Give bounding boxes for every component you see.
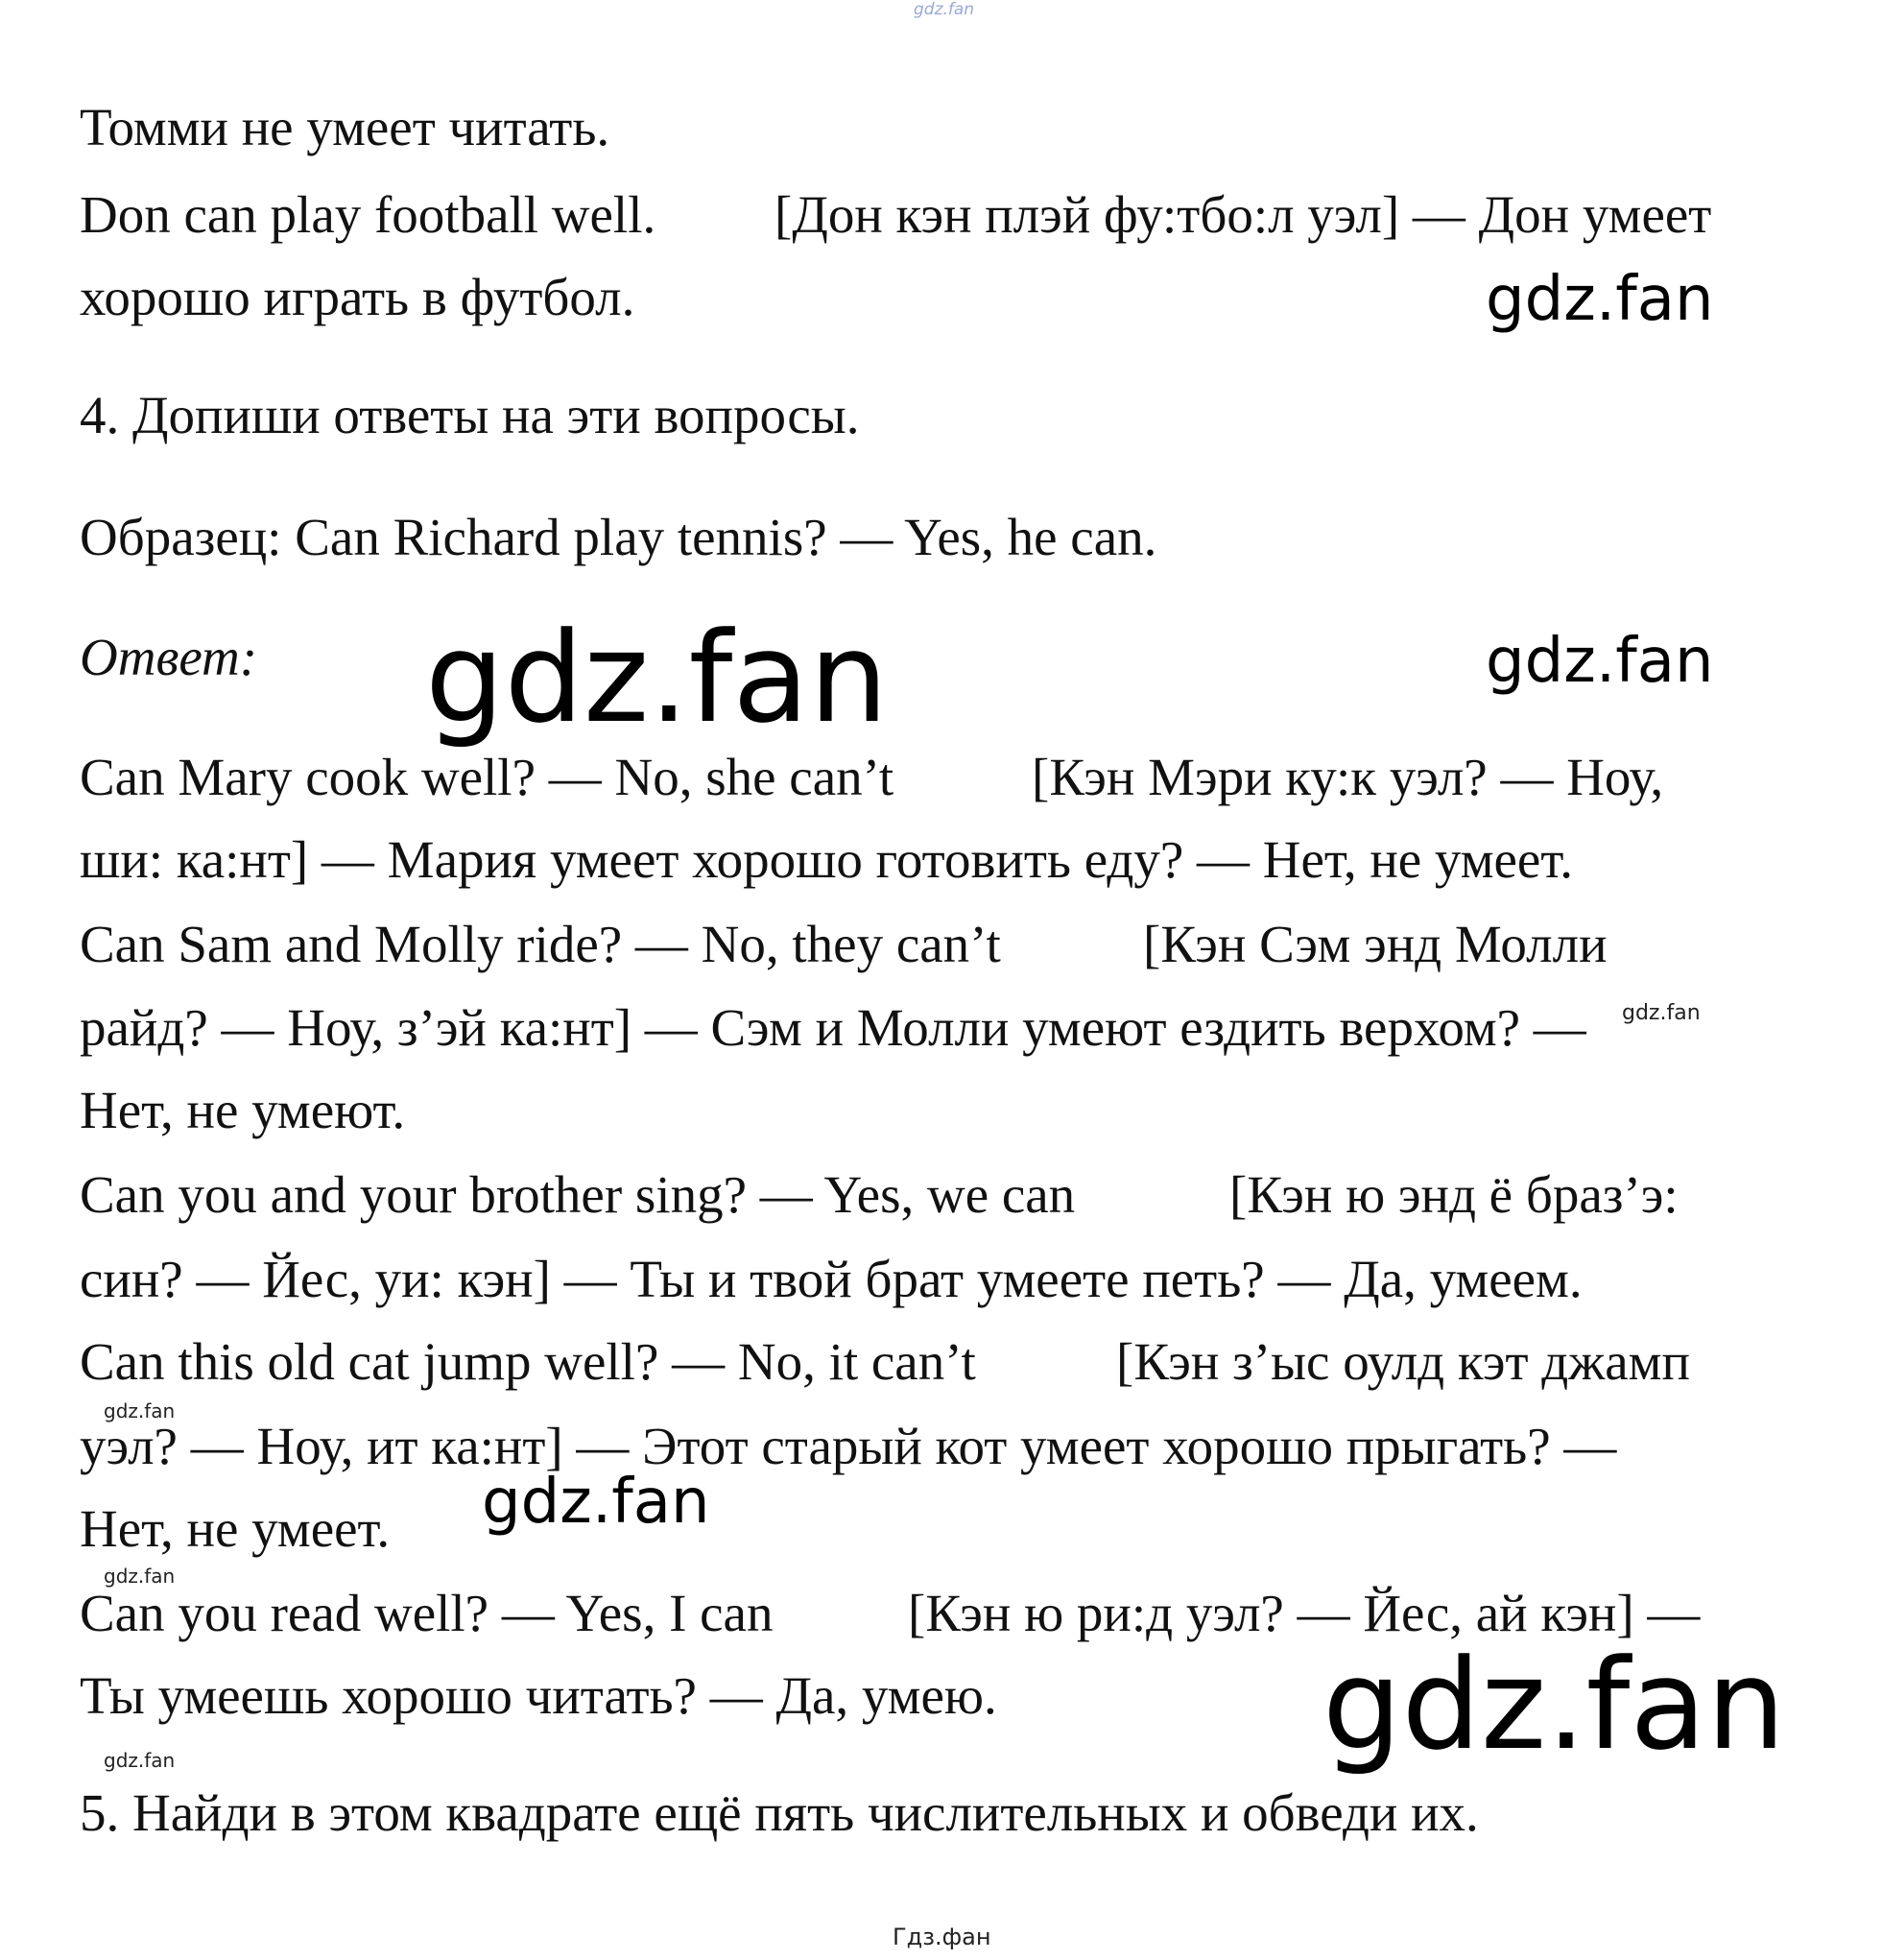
answer-line: син? — Йес, уи: кэн] — Ты и твой брат умеете петь? — Да, умеем. xyxy=(80,1250,1583,1308)
answer-line: Ты умеешь хорошо читать? — Да, умею. xyxy=(80,1666,997,1725)
answer-line: Can you and your brother sing? — Yes, we can xyxy=(80,1165,1076,1224)
task-heading: 5. Найди в этом квадрате ещё пять числительных и обведи их. xyxy=(80,1783,1479,1842)
answer-line: Can Sam and Molly ride? — No, they can’t xyxy=(80,915,1001,973)
watermark-small: gdz.fan xyxy=(1622,1001,1701,1025)
answer-transcription: [Кэн ю энд ё браз’э: xyxy=(1229,1165,1679,1224)
answer-transcription: [Кэн Сэм энд Молли xyxy=(1143,915,1608,973)
watermark-small: gdz.fan xyxy=(104,1399,176,1422)
answer-transcription: [Кэн ю ри:д уэл? — Йес, ай кэн] — xyxy=(908,1584,1701,1642)
answer-line: райд? — Ноу, з’эй ка:нт] — Сэм и Молли умеют ездить верхом? — xyxy=(80,998,1586,1057)
example-line: Образец: Can Richard play tennis? — Yes, he can. xyxy=(80,508,1157,566)
text-line: хорошо играть в футбол. xyxy=(80,268,635,326)
answer-transcription: [Кэн з’ыс оулд кэт джамп xyxy=(1116,1332,1690,1391)
watermark: gdz.fan xyxy=(1486,264,1714,335)
task-heading: 4. Допиши ответы на эти вопросы. xyxy=(80,386,860,444)
watermark-small: gdz.fan xyxy=(104,1565,176,1588)
answer-line: Can you read well? — Yes, I can xyxy=(80,1584,774,1642)
watermark-large: gdz.fan xyxy=(1322,1632,1786,1778)
answer-line: ши: ка:нт] — Мария умеет хорошо готовить еду? — Нет, не умеет. xyxy=(80,830,1573,889)
watermark-small: gdz.fan xyxy=(104,1749,176,1772)
answer-line: Нет, не умеет. xyxy=(80,1499,391,1558)
footer-watermark: Гдз.фан xyxy=(893,1924,991,1950)
watermark-top: gdz.fan xyxy=(914,0,975,19)
answer-line: Can Mary cook well? — No, she can’t xyxy=(80,748,894,806)
text-line-transcription: [Дон кэн плэй фу:тбо:л уэл] — Дон умеет xyxy=(774,185,1712,244)
answer-line: Нет, не умеют. xyxy=(80,1081,406,1139)
answer-label: Ответ: xyxy=(80,628,258,686)
watermark-large: gdz.fan xyxy=(425,605,889,751)
watermark: gdz.fan xyxy=(1486,626,1714,697)
answer-transcription: [Кэн Мэри ку:к уэл? — Ноу, xyxy=(1032,748,1664,806)
watermark: gdz.fan xyxy=(482,1467,710,1538)
answer-line: уэл? — Ноу, ит ка:нт] — Этот старый кот умеет хорошо прыгать? — xyxy=(80,1417,1617,1475)
text-line: Don can play football well. xyxy=(80,185,656,244)
text-line: Томми не умеет читать. xyxy=(80,98,610,156)
answer-line: Can this old cat jump well? — No, it can’t xyxy=(80,1332,976,1391)
